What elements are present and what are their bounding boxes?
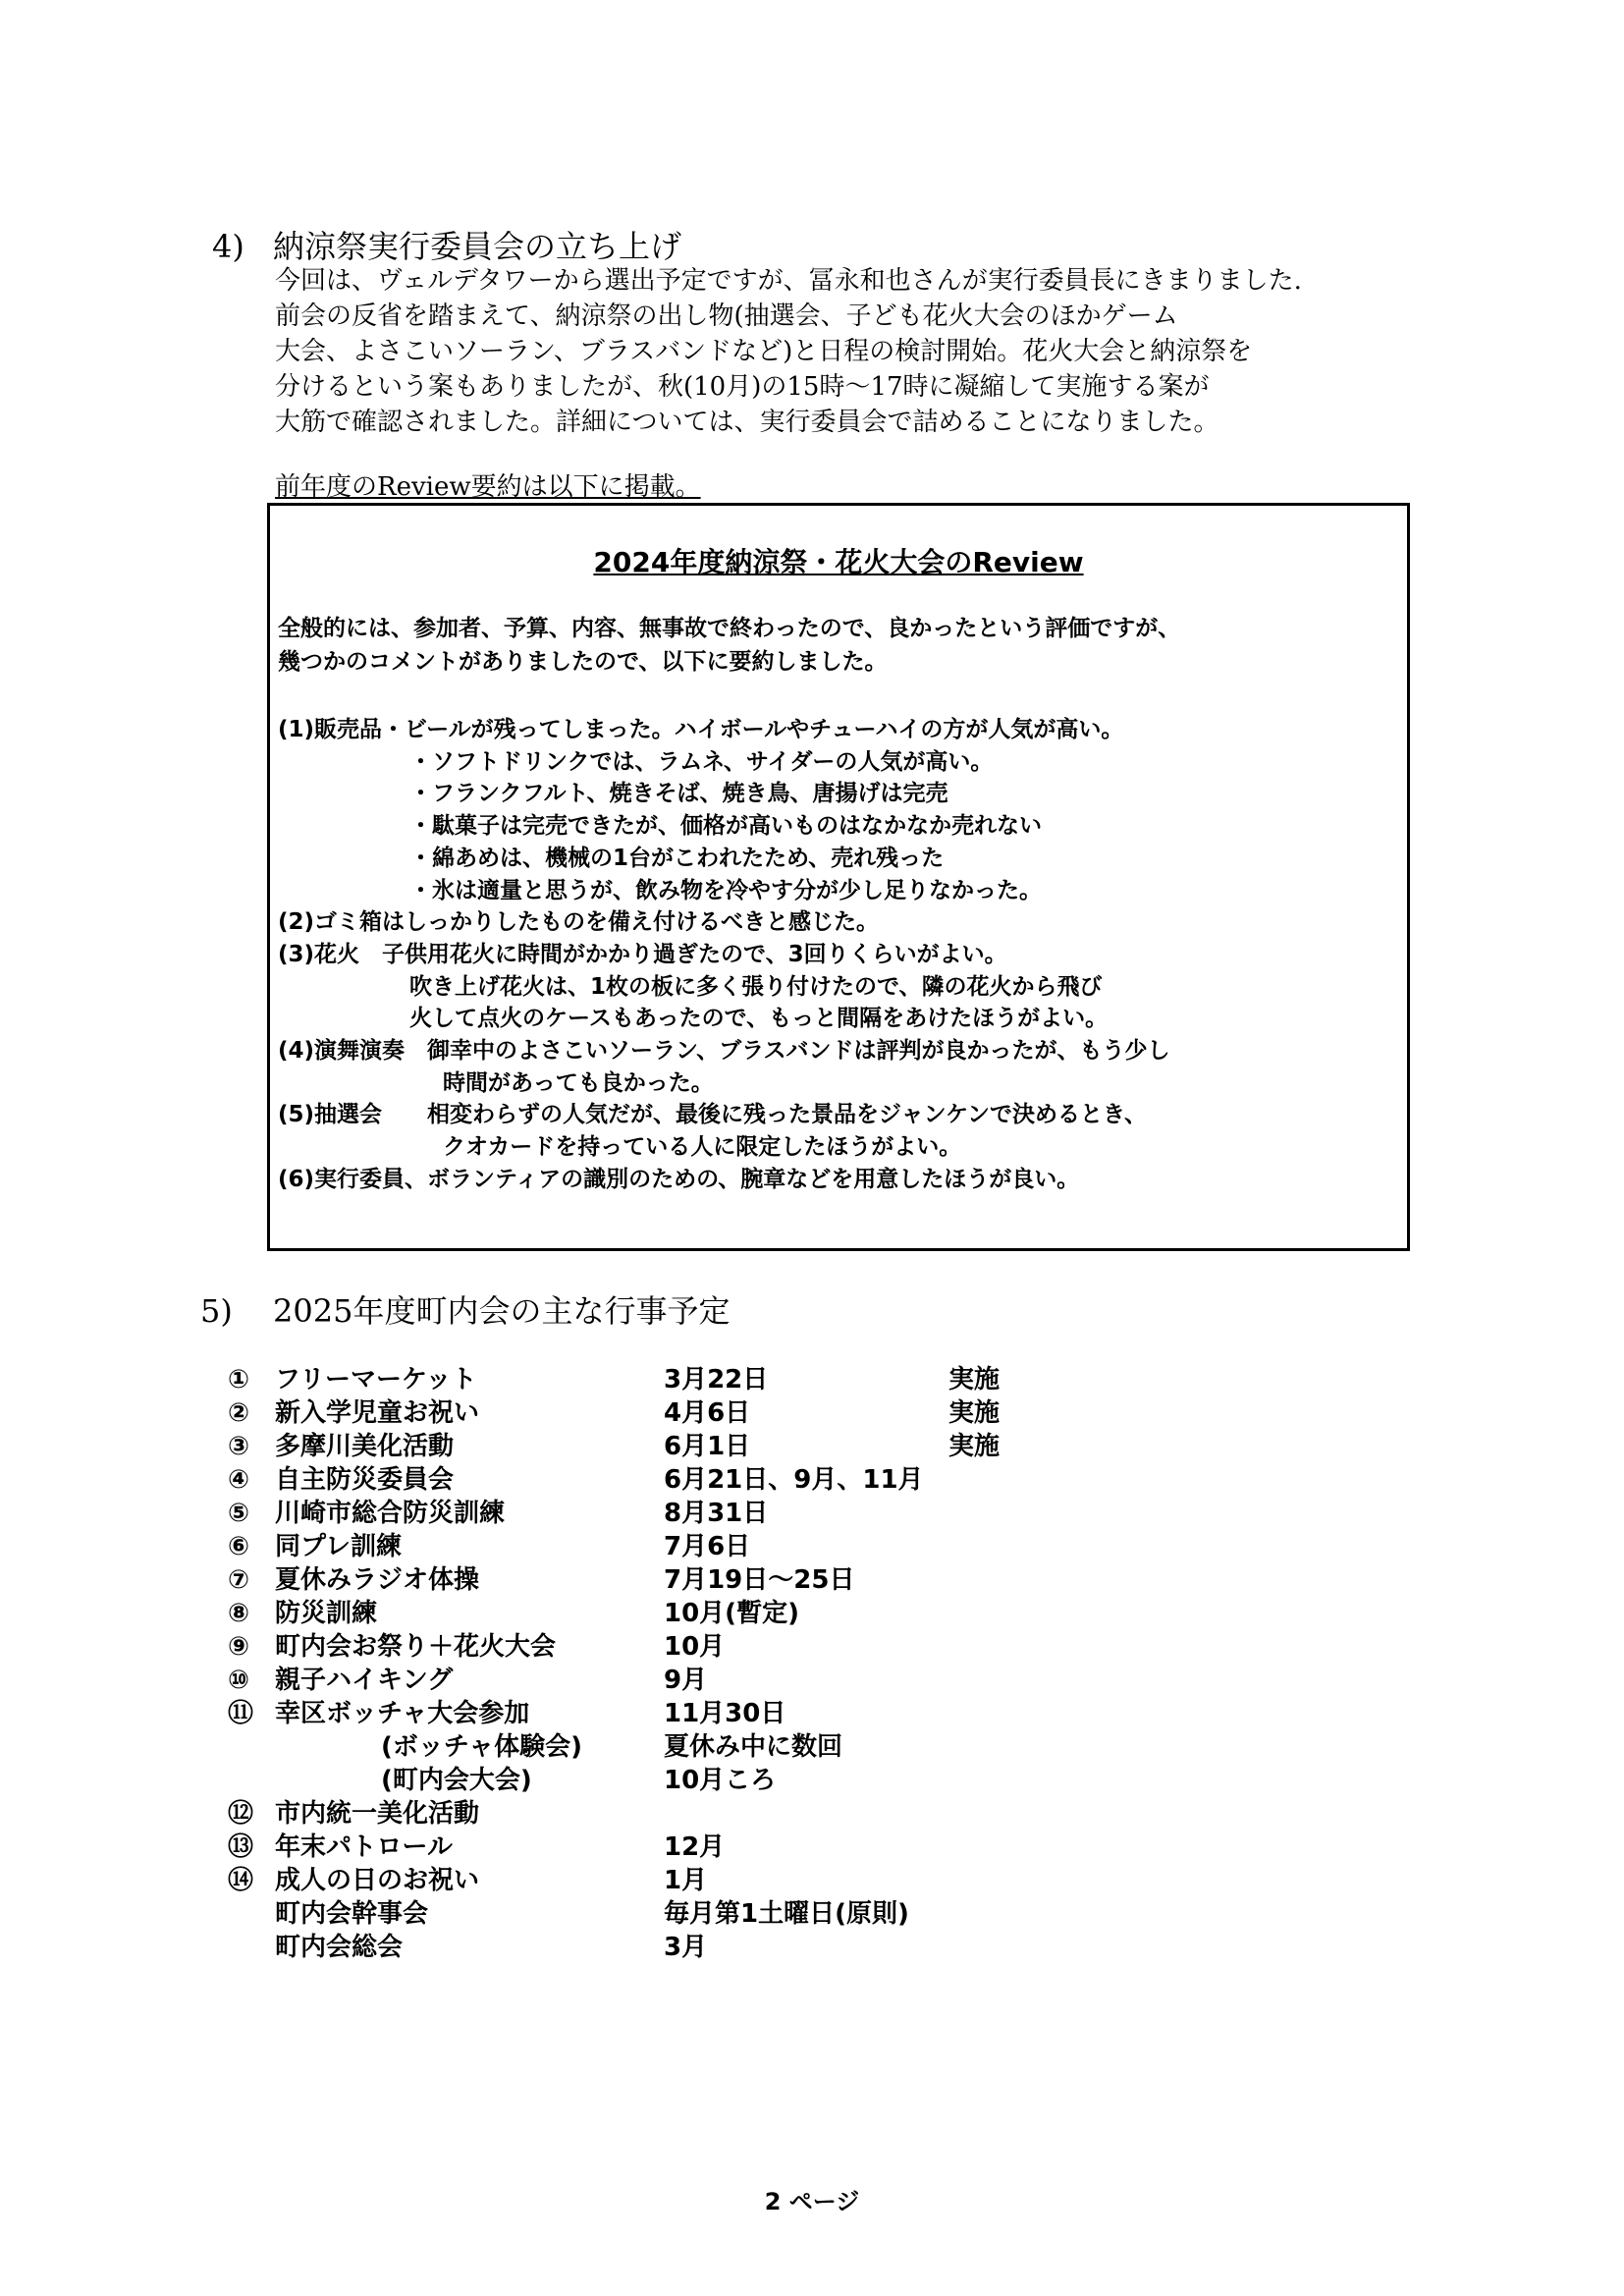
event-name: 夏休みラジオ体操 bbox=[275, 1565, 480, 1595]
event-date: 10月 bbox=[664, 1632, 726, 1662]
event-number: ⑭ bbox=[228, 1866, 254, 1895]
event-date: 3月 bbox=[664, 1933, 708, 1962]
review-item: 時間があっても良かった。 bbox=[443, 1069, 714, 1096]
event-name: 同プレ訓練 bbox=[275, 1532, 402, 1561]
review-item: ・氷は適量と思うが、飲み物を冷やす分が少し足りなかった。 bbox=[409, 877, 1042, 903]
event-date: 7月6日 bbox=[664, 1532, 751, 1561]
review-item: クオカードを持っている人に限定したほうがよい。 bbox=[443, 1134, 962, 1161]
event-name: 町内会お祭り＋花火大会 bbox=[275, 1632, 557, 1662]
event-date: 7月19日～25日 bbox=[664, 1565, 855, 1595]
review-intro: 前年度のReview要約は以下に掲載。 bbox=[275, 472, 701, 502]
event-name: 新入学児童お祝い bbox=[275, 1398, 480, 1428]
section4-title: 納涼祭実行委員会の立ち上げ bbox=[273, 228, 682, 265]
event-name: 多摩川美化活動 bbox=[275, 1432, 455, 1461]
review-item: 火して点火のケースもあったので、もっと間隔をあけたほうがよい。 bbox=[409, 1006, 1109, 1032]
review-title: 2024年度納涼祭・花火大会のReview bbox=[593, 546, 1084, 578]
event-date: 11月30日 bbox=[664, 1699, 786, 1728]
event-date: 10月ころ bbox=[664, 1766, 777, 1795]
review-items bbox=[278, 714, 1170, 1196]
section4-paragraph bbox=[275, 263, 1434, 440]
event-name: 自主防災委員会 bbox=[275, 1465, 455, 1495]
review-item: (5)抽選会 相変わらずの人気だが、最後に残った景品をジャンケンで決めるとき、 bbox=[278, 1102, 1148, 1128]
event-date: 3月22日 bbox=[664, 1365, 769, 1394]
event-date: 6月21日、9月、11月 bbox=[664, 1465, 924, 1495]
event-number: ⑥ bbox=[228, 1532, 250, 1561]
event-number: ⑩ bbox=[228, 1666, 250, 1695]
event-name: (町内会大会) bbox=[381, 1766, 532, 1795]
section4-number: 4) bbox=[212, 228, 244, 265]
event-date: 10月(暫定) bbox=[664, 1599, 799, 1628]
event-name: 親子ハイキング bbox=[275, 1666, 454, 1695]
review-item: (2)ゴミ箱はしっかりしたものを備え付けるべきと感じた。 bbox=[278, 909, 880, 936]
review-item: (1)販売品・ビールが残ってしまった。ハイボールやチューハイの方が人気が高い。 bbox=[278, 717, 1124, 742]
event-date: 9月 bbox=[664, 1666, 708, 1695]
event-name: (ボッチャ体験会) bbox=[381, 1732, 582, 1762]
event-name: フリーマーケット bbox=[275, 1365, 477, 1394]
event-name: 年末パトロール bbox=[275, 1832, 453, 1862]
event-number: ⑪ bbox=[228, 1699, 254, 1728]
section5-number: 5) bbox=[200, 1292, 233, 1330]
section5-heading bbox=[200, 1286, 730, 1332]
event-status: 実施 bbox=[948, 1365, 1001, 1394]
paragraph-line: 分けるという案もありましたが、秋(10月)の15時～17時に凝縮して実施する案が bbox=[275, 372, 1210, 402]
paragraph-line: 大会、よさこいソーラン、ブラスバンドなど)と日程の検討開始。花火大会と納涼祭を bbox=[275, 337, 1253, 366]
event-date: 4月6日 bbox=[664, 1398, 751, 1428]
event-number: ④ bbox=[228, 1465, 250, 1495]
event-name: 防災訓練 bbox=[275, 1599, 378, 1628]
summary-line: 幾つかのコメントがありましたので、以下に要約しました。 bbox=[278, 649, 888, 675]
event-date: 8月31日 bbox=[664, 1499, 769, 1528]
review-item: ・綿あめは、機械の1台がこわれたため、売れ残った bbox=[409, 845, 945, 871]
event-name: 幸区ボッチャ大会参加 bbox=[275, 1699, 530, 1728]
event-number: ② bbox=[228, 1398, 250, 1428]
event-number: ⑫ bbox=[228, 1799, 254, 1829]
review-item: (3)花火 子供用花火に時間がかかり過ぎたので、3回りくらいがよい。 bbox=[278, 941, 1007, 967]
event-number: ⑬ bbox=[228, 1832, 254, 1862]
review-item: ・フランクフルト、焼きそば、焼き鳥、唐揚げは完売 bbox=[409, 781, 948, 807]
event-date: 毎月第1土曜日(原則) bbox=[664, 1899, 909, 1929]
section4-heading bbox=[212, 222, 681, 267]
review-item: (6)実行委員、ボランティアの識別のための、腕章などを用意したほうが良い。 bbox=[278, 1166, 1080, 1192]
event-date: 夏休み中に数回 bbox=[664, 1732, 843, 1762]
event-date: 12月 bbox=[664, 1832, 726, 1862]
event-date: 6月1日 bbox=[664, 1432, 751, 1461]
review-box bbox=[267, 503, 1410, 1251]
paragraph-line: 前会の反省を踏まえて、納涼祭の出し物(抽選会、子ども花火大会のほかゲーム bbox=[275, 301, 1178, 331]
review-item: ・ソフトドリンクでは、ラムネ、サイダーの人気が高い。 bbox=[409, 748, 994, 775]
event-number: ① bbox=[228, 1365, 250, 1394]
event-name: 町内会幹事会 bbox=[275, 1899, 429, 1929]
event-date: 1月 bbox=[664, 1866, 708, 1895]
event-number: ⑦ bbox=[228, 1565, 250, 1595]
summary-line: 全般的には、参加者、予算、内容、無事故で終わったので、良かったという評価ですが、 bbox=[278, 616, 1181, 641]
event-name: 町内会総会 bbox=[275, 1933, 404, 1962]
event-status: 実施 bbox=[948, 1432, 1001, 1461]
review-item: (4)演舞演奏 御幸中のよさこいソーラン、ブラスバンドは評判が良かったが、もう少し bbox=[278, 1038, 1170, 1065]
review-summary bbox=[278, 612, 1180, 679]
section5-title: 2025年度町内会の主な行事予定 bbox=[273, 1292, 731, 1330]
event-number: ③ bbox=[228, 1432, 250, 1461]
event-name: 成人の日のお祝い bbox=[275, 1866, 480, 1895]
paragraph-line: 大筋で確認されました。詳細については、実行委員会で詰めることになりました。 bbox=[275, 408, 1219, 437]
paragraph-line: 今回は、ヴェルデタワーから選出予定ですが、冨永和也さんが実行委員長にきまりました. bbox=[275, 266, 1302, 296]
page-number: 2 ページ bbox=[764, 2188, 860, 2215]
event-number: ⑧ bbox=[228, 1599, 250, 1628]
review-item: 吹き上げ花火は、1枚の板に多く張り付けたので、隣の花火から飛び bbox=[409, 973, 1103, 1000]
event-number: ⑨ bbox=[228, 1632, 250, 1662]
event-name: 川崎市総合防災訓練 bbox=[275, 1499, 506, 1528]
event-number: ⑤ bbox=[228, 1499, 250, 1528]
event-status: 実施 bbox=[948, 1398, 1001, 1428]
event-name: 市内統一美化活動 bbox=[275, 1799, 480, 1829]
review-item: ・駄菓子は完売できたが、価格が高いものはなかなか売れない bbox=[409, 813, 1042, 840]
